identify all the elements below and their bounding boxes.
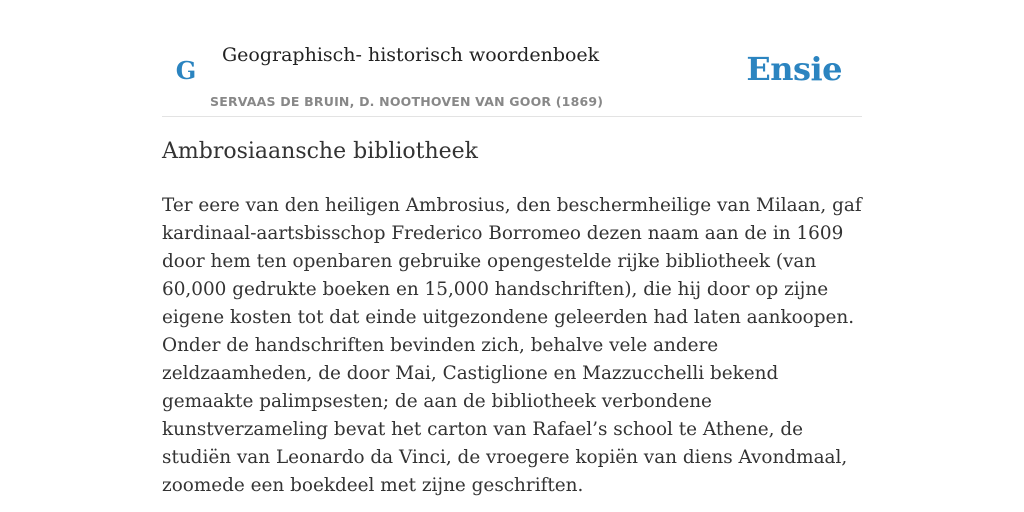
source-author: SERVAAS DE BRUIN, D. NOOTHOVEN VAN GOOR (1869): [210, 94, 604, 109]
entry-card: [162, 0, 862, 512]
source-title-link[interactable]: Geographisch- historisch woordenboek: [222, 44, 600, 66]
entry-title: Ambrosiaansche bibliotheek: [162, 139, 479, 164]
entry-body: Ter eere van den heiligen Ambrosius, den beschermheilige van Milaan, gaf kardinaal-aartsbisschop Frederico Borromeo dezen naam aan de in 1609 door hem ten openbaren gebruike opengestelde rijke bibliotheek (van 60,000 gedrukte boeken en 15,000 handschriften), die hij door op zijne eigene kosten tot dat einde uitgezondene geleerden had laten aankoopen. Onder de handschriften bevinden zich, behalve vele andere zeldzaamheden, de door Mai, Castiglione en Mazzucchelli bekend gemaakte palimpsesten; de aan de bibliotheek verbondene kunstverzameling bevat het carton van Rafael’s school te Athene, de studiën van Leonardo da Vinci, de vroegere kopiën van diens Avondmaal, zoomede een boekdeel met zijne geschriften.: [162, 195, 862, 496]
dictionary-badge-icon[interactable]: G: [162, 46, 210, 94]
source-header: [162, 0, 862, 117]
ensie-logo[interactable]: Ensie: [746, 50, 842, 88]
